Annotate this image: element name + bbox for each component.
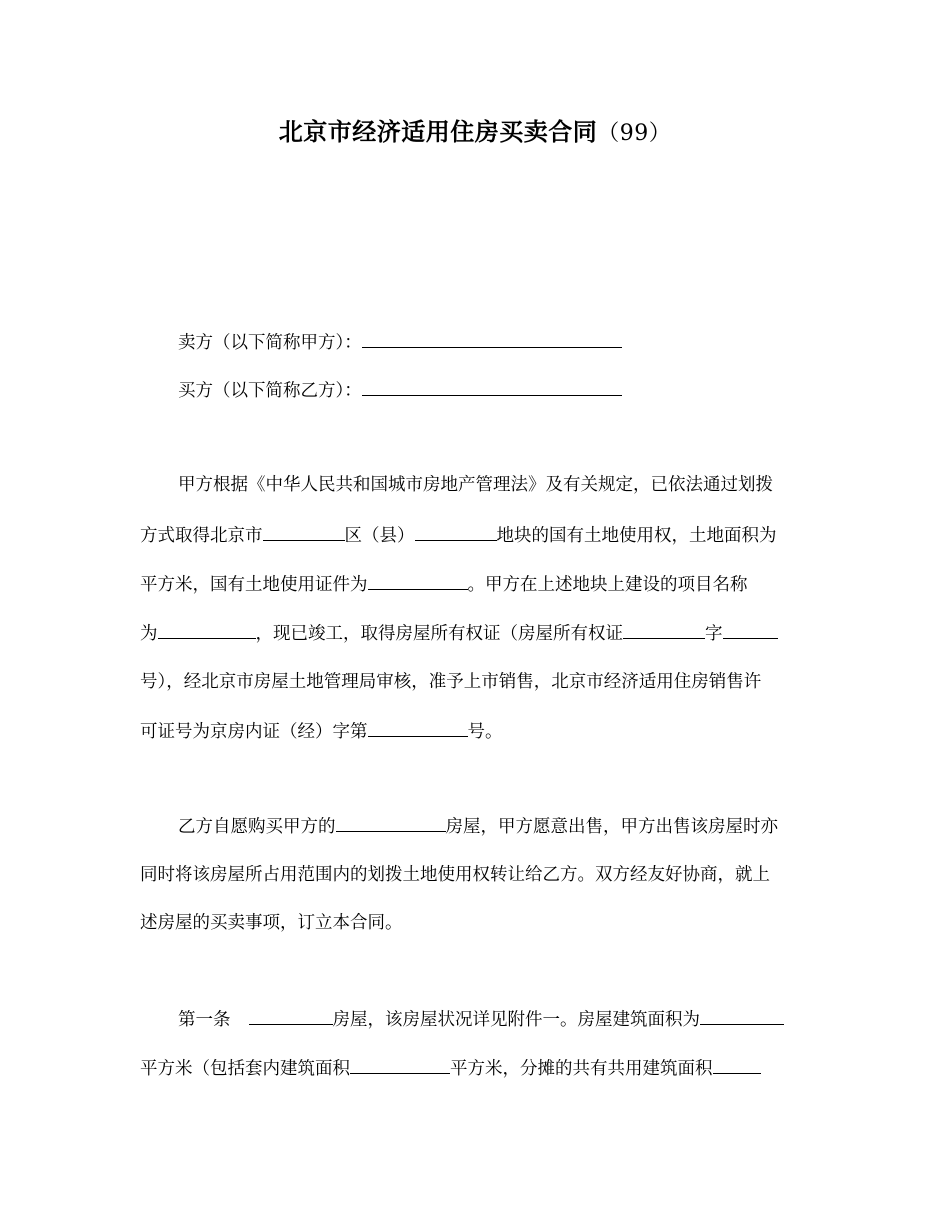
title-text: 北京市经济适用住房买卖合同: [278, 118, 598, 146]
seller-line: [178, 329, 850, 356]
district-blank[interactable]: [263, 522, 345, 541]
seller-name-blank[interactable]: [362, 329, 622, 348]
p1-line-4: [140, 620, 812, 647]
p1-line-1: [178, 472, 812, 498]
article-1-line-1: [178, 1006, 850, 1033]
p1-text-5: 号），经北京市房屋土地管理局审核，准予上市销售，北京市经济适用住房销售许: [140, 672, 762, 692]
p2-text-1b: 房屋，甲方愿意出售，甲方出售该房屋时亦: [445, 817, 778, 837]
p1-text-2c: 地块的国有土地使用权，土地面积为: [496, 526, 777, 546]
p1-text-6b: 号。: [467, 722, 503, 742]
article-1-text-2a: 平方米（包括套内建筑面积: [140, 1059, 350, 1079]
ownership-cert-blank[interactable]: [623, 620, 705, 639]
land-cert-blank[interactable]: [368, 571, 468, 590]
project-name-blank[interactable]: [158, 620, 256, 639]
article-1-label: 第一条: [178, 1010, 231, 1030]
article-1-house-blank[interactable]: [249, 1006, 333, 1025]
p1-text-3a: 平方米，国有土地使用证件为: [140, 575, 368, 595]
p1-text-6a: 可证号为京房内证（经）字第: [140, 722, 368, 742]
p1-text-1: 甲方根据《中华人民共和国城市房地产管理法》及有关规定，已依法通过划拨: [178, 475, 773, 495]
article-1-text-2b: 平方米，分摊的共有共用建筑面积: [450, 1059, 713, 1079]
ownership-cert-number-blank[interactable]: [723, 620, 778, 639]
p2-line-3: [140, 910, 812, 936]
title-suffix: （99）: [597, 121, 672, 146]
buyer-label: 买方（以下简称乙方）：: [178, 381, 362, 401]
sales-permit-blank[interactable]: [368, 718, 468, 737]
p1-text-4b: ，现已竣工，取得房屋所有权证（房屋所有权证: [255, 624, 623, 644]
p2-text-2: 同时将该房屋所占用范围内的划拨土地使用权转让给乙方。双方经友好协商，就上: [140, 865, 770, 885]
article-1-text-1a: 房屋，该房屋状况详见附件一。房屋建筑面积为: [332, 1010, 700, 1030]
inner-area-blank[interactable]: [350, 1055, 450, 1074]
p2-text-1a: 乙方自愿购买甲方的: [178, 817, 336, 837]
p1-line-2: [140, 522, 812, 549]
p1-text-3b: 。甲方在上述地块上建设的项目名称: [467, 575, 748, 595]
p1-line-3: [140, 571, 812, 598]
p1-line-6: [140, 718, 812, 745]
p2-text-3: 述房屋的买卖事项，订立本合同。: [140, 913, 403, 933]
page-title: [0, 112, 950, 147]
p1-text-2a: 方式取得北京市: [140, 526, 263, 546]
plot-blank[interactable]: [415, 522, 497, 541]
p1-text-4a: 为: [140, 624, 158, 644]
buyer-line: [178, 377, 850, 404]
p1-text-2b: 区（县）: [344, 526, 415, 546]
article-1-line-2: [140, 1055, 812, 1082]
building-area-blank[interactable]: [700, 1006, 784, 1025]
seller-label: 卖方（以下简称甲方）：: [178, 333, 362, 353]
p1-line-5: [140, 669, 812, 695]
p2-line-1: [178, 813, 850, 840]
p2-line-2: [140, 862, 812, 888]
buyer-name-blank[interactable]: [362, 377, 622, 396]
p1-text-4c: 字: [705, 624, 723, 644]
house-blank[interactable]: [336, 813, 446, 832]
shared-area-blank[interactable]: [713, 1055, 761, 1074]
